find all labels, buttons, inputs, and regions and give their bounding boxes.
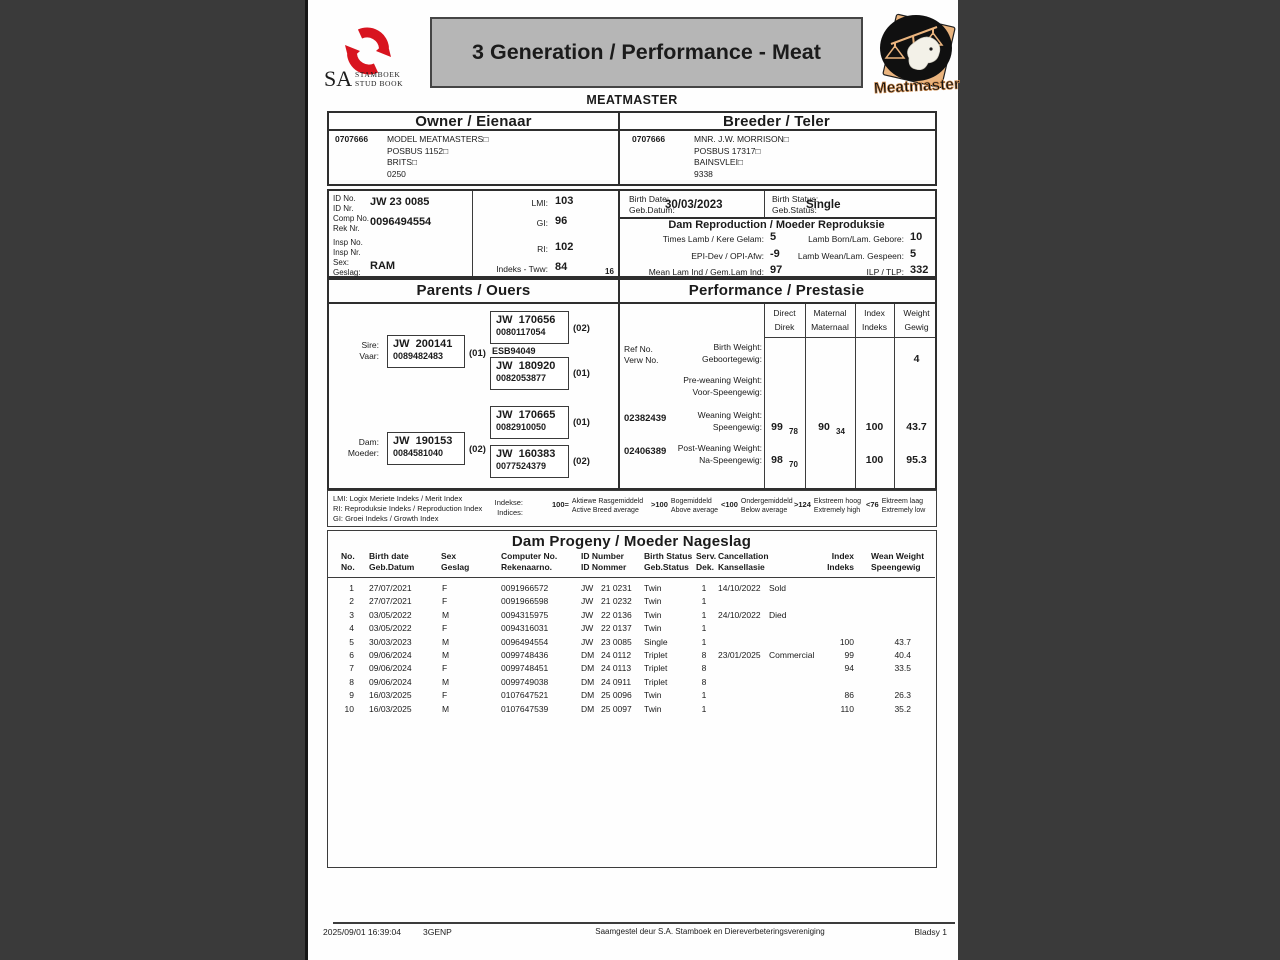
cell-cancel-date: 14/10/2022 <box>718 583 761 593</box>
animal-id: JW 160383 <box>496 448 556 460</box>
cell-id-breed: JW <box>581 609 594 620</box>
report-page <box>305 0 961 960</box>
sire-dam-mark: (01) <box>573 368 590 379</box>
cell-birth-date: 16/03/2025 <box>369 690 412 701</box>
cell-birth-status: Twin <box>644 583 662 593</box>
definition-line: LMI: Logix Meriete Indeks / Merit Index <box>333 494 463 503</box>
progeny-rows <box>328 582 938 716</box>
cell-index: 99 <box>844 649 854 660</box>
cell-birth-date: 30/03/2023 <box>369 636 412 647</box>
performance-row <box>329 410 939 444</box>
cell-sex: M <box>442 649 450 660</box>
address-line: POSBUS 1152□ <box>387 145 449 156</box>
cell-no: 9 <box>349 690 354 701</box>
cell-birth-status: Twin <box>644 609 662 620</box>
index-definitions <box>333 494 482 523</box>
identity-section <box>327 189 937 278</box>
scale-key: <76 <box>866 500 879 509</box>
page-title: 3 Generation / Performance - Meat <box>472 40 821 64</box>
address-line: MNR. J.W. MORRISON□ <box>694 134 789 144</box>
animal-id: JW 170656 <box>496 314 556 326</box>
cell-computer-no: 0107647521 <box>501 690 549 701</box>
repro-value: -9 <box>770 248 780 260</box>
sire-note: ESB94049 <box>492 346 536 356</box>
cell-wean-weight: 35.2 <box>894 703 911 714</box>
performance-row <box>329 342 939 376</box>
cell-no: 8 <box>349 676 354 687</box>
cell-serv: 8 <box>701 663 707 674</box>
repro-value: 10 <box>910 231 923 243</box>
dam-reproduction-item <box>329 264 935 279</box>
breeder-heading: Breeder / Teler <box>723 113 830 130</box>
cell-computer-no: 0094316031 <box>501 623 549 634</box>
animal-id: JW 170665 <box>496 409 556 421</box>
cell-id-breed: DM <box>581 690 595 701</box>
index-value: 100 <box>865 454 884 466</box>
col-header-no: No. No. <box>341 551 355 572</box>
maternal-accuracy: 34 <box>836 427 845 436</box>
repro-label: Lamb Wean/Lam. Gespeen: <box>797 251 904 261</box>
birth-date-value: 30/03/2023 <box>665 199 723 211</box>
scale-item <box>721 497 793 515</box>
field-label: Insp No. Insp Nr. <box>333 238 363 257</box>
animal-id: JW 190153 <box>393 435 453 447</box>
cell-computer-no: 0099748436 <box>501 649 549 660</box>
animal-id: JW 200141 <box>393 338 453 350</box>
measure-label: Pre-weaning Weight: Voor-Speengewig: <box>683 375 762 397</box>
col-header-birth: Birth date Geb.Datum <box>369 551 415 572</box>
progeny-row <box>328 609 938 622</box>
cell-index: 100 <box>839 636 854 647</box>
dam-reproduction-item <box>329 231 935 246</box>
progeny-section <box>327 530 937 868</box>
dam-reproduction-item <box>329 248 935 263</box>
col-header-cancel: Cancellation Kansellasie <box>718 551 769 572</box>
repro-label: Times Lamb / Kere Gelam: <box>662 234 764 244</box>
animal-comp-no: 0077524379 <box>496 461 547 471</box>
ref-number: 02406389 <box>624 446 667 457</box>
weight-value: 95.3 <box>906 454 927 466</box>
cell-id-breed: JW <box>581 583 594 593</box>
maternal-value: 90 <box>818 421 830 433</box>
sa-stamboek-logo <box>321 18 425 92</box>
repro-value: 332 <box>910 264 929 276</box>
cell-sex: F <box>442 690 448 701</box>
birth-date-label: Birth Date: Geb.Datum: <box>629 194 675 215</box>
performance-column-header: Index Indeks <box>861 308 888 332</box>
footer-divider <box>333 922 955 924</box>
col-header-index: Index Indeks <box>827 551 854 572</box>
cell-wean-weight: 26.3 <box>894 690 911 701</box>
cell-serv: 8 <box>701 676 707 687</box>
cell-sex: M <box>442 609 450 620</box>
cell-sex: F <box>442 583 448 593</box>
col-header-serv: Serv. Dek. <box>696 551 717 572</box>
performance-heading: Performance / Prestasie <box>688 282 865 299</box>
direct-value: 99 <box>771 421 783 433</box>
indices-label: Indekse: Indices: <box>494 498 523 517</box>
cell-sex: F <box>442 663 448 674</box>
cell-serv: 1 <box>701 583 707 593</box>
col-header-id: ID Number ID Nommer <box>581 551 627 572</box>
scale-item <box>651 497 718 515</box>
cell-sex: M <box>442 676 450 687</box>
field-label: ID No. ID Nr. <box>333 194 356 213</box>
progeny-row <box>328 636 938 649</box>
cell-birth-status: Triplet <box>644 663 668 674</box>
cell-no: 3 <box>349 609 354 620</box>
cell-id-number: 25 0096 <box>601 690 632 701</box>
cell-birth-date: 09/06/2024 <box>369 663 412 674</box>
cell-id-number: 24 0911 <box>601 676 632 687</box>
cell-serv: 1 <box>701 596 707 607</box>
owner-address <box>387 134 488 180</box>
animal-comp-no: 0089482483 <box>393 351 444 361</box>
breed-title: MEATMASTER <box>586 93 678 107</box>
cell-birth-date: 09/06/2024 <box>369 649 412 660</box>
cell-birth-date: 09/06/2024 <box>369 676 412 687</box>
scale-key: <100 <box>721 500 738 509</box>
cell-no: 7 <box>349 663 354 674</box>
cell-sex: M <box>442 703 450 714</box>
birth-status-value: Single <box>806 199 841 211</box>
cell-birth-date: 27/07/2021 <box>369 596 412 607</box>
address-line: BAINSVLEI□ <box>694 157 744 167</box>
cell-birth-status: Twin <box>644 596 662 607</box>
progeny-row <box>328 689 938 702</box>
title-banner <box>430 17 863 88</box>
cell-id-breed: DM <box>581 676 595 687</box>
cell-birth-status: Twin <box>644 703 662 714</box>
cell-cancel-date: 23/01/2025 <box>718 649 761 660</box>
scale-item <box>866 497 925 515</box>
direct-accuracy: 70 <box>789 460 798 469</box>
cell-no: 2 <box>349 596 354 607</box>
progeny-heading: Dam Progeny / Moeder Nageslag <box>511 533 752 550</box>
performance-column-header: Weight Gewig <box>903 308 930 332</box>
scale-key: >124 <box>794 500 811 509</box>
cell-wean-weight: 43.7 <box>894 636 911 647</box>
repro-value: 97 <box>770 264 783 276</box>
col-header-comp: Computer No. Rekenaarno. <box>501 551 558 572</box>
cell-no: 10 <box>344 703 354 714</box>
cell-id-number: 24 0112 <box>601 649 632 660</box>
scale-item <box>794 497 861 515</box>
sire-mark: (01) <box>469 348 486 359</box>
cell-computer-no: 0107647539 <box>501 703 549 714</box>
cell-serv: 1 <box>701 636 707 647</box>
cell-id-breed: DM <box>581 703 595 714</box>
cell-id-number: 22 0136 <box>601 609 632 620</box>
progeny-row <box>328 676 938 689</box>
animal-comp-no: 0082053877 <box>496 373 547 383</box>
dam-label: Dam: Moeder: <box>347 437 379 458</box>
cell-id-number: 23 0085 <box>601 636 632 647</box>
cell-id-breed: DM <box>581 649 595 660</box>
cell-wean-weight: 33.5 <box>894 663 911 674</box>
cell-cancel-reason: Died <box>769 609 787 620</box>
cell-no: 6 <box>349 649 354 660</box>
index-value: 96 <box>555 215 568 227</box>
index-value: 84 <box>555 261 568 273</box>
definition-line: RI: Reproduksie Indeks / Reproduction Index <box>333 503 483 513</box>
progeny-row <box>328 595 938 608</box>
cell-computer-no: 0099748451 <box>501 663 549 674</box>
cell-no: 1 <box>349 583 354 593</box>
cell-no: 4 <box>349 623 354 634</box>
animal-comp-no: 0084581040 <box>393 448 444 458</box>
cell-index: 110 <box>840 703 854 714</box>
address-line: 9338 <box>694 168 713 179</box>
sa-logo-line2: STUD BOOK <box>355 79 404 88</box>
measure-label: Weaning Weight: Speengewig: <box>697 410 762 432</box>
cell-birth-date: 03/05/2022 <box>369 623 412 634</box>
footer-report-code: 3GENP <box>423 927 452 937</box>
animal-comp-no: 0080117054 <box>496 327 546 337</box>
animal-comp-no: 0082910050 <box>496 422 547 432</box>
cell-id-number: 24 0113 <box>601 663 632 674</box>
field-label: Sex: Geslag: <box>333 258 361 277</box>
index-label: GI: <box>536 218 548 228</box>
cell-birth-date: 27/07/2021 <box>369 583 412 593</box>
repro-value: 5 <box>770 231 777 243</box>
cell-cancel-reason: Commercial <box>769 649 815 660</box>
page-left-edge <box>305 0 308 960</box>
cell-computer-no: 0091966572 <box>501 583 549 593</box>
direct-accuracy: 78 <box>789 427 798 436</box>
index-row <box>472 215 619 229</box>
footer-center-text: Saamgestel deur S.A. Stamboek en Diereverbeteringsvereniging <box>595 927 825 936</box>
performance-column-header: Maternal Maternaal <box>811 308 849 332</box>
address-line: POSBUS 17317□ <box>694 145 761 156</box>
ref-no-label: Ref No. Verw No. <box>624 344 659 365</box>
progeny-row <box>328 703 938 716</box>
cell-serv: 8 <box>701 649 707 660</box>
direct-value: 98 <box>771 454 783 466</box>
col-header-wean: Wean Weight Speengewig <box>871 551 925 572</box>
ref-number: 02382439 <box>624 413 667 424</box>
cell-id-number: 21 0231 <box>601 583 632 593</box>
cell-birth-status: Twin <box>644 690 662 701</box>
cell-index: 94 <box>844 663 854 674</box>
footer-datetime: 2025/09/01 16:39:04 <box>323 927 401 937</box>
scale-label: Ektreem laag Extremely low <box>881 498 926 514</box>
field-label: Comp No. Rek Nr. <box>333 214 370 233</box>
repro-label: Lamb Born/Lam. Gebore: <box>808 234 904 244</box>
cell-birth-date: 16/03/2025 <box>369 703 412 714</box>
cell-wean-weight: 40.4 <box>894 649 911 660</box>
cell-no: 5 <box>349 636 354 647</box>
address-line: MODEL MEATMASTERS□ <box>387 134 489 144</box>
cell-id-breed: DM <box>581 663 595 674</box>
scale-label: Ondergemiddeld Below average <box>740 498 793 514</box>
performance-row <box>329 443 939 477</box>
birth-status-label: Birth Status: Geb.Status: <box>772 194 819 215</box>
index-accuracy: 16 <box>605 267 614 276</box>
scale-label: Aktiewe Rasgemiddeld Active Breed average <box>571 498 644 514</box>
cell-sex: F <box>442 623 448 634</box>
progeny-row <box>328 662 938 675</box>
cell-birth-status: Single <box>644 636 668 647</box>
repro-label: ILP / TLP: <box>866 267 904 277</box>
scale-item <box>552 497 643 515</box>
repro-label: EPI-Dev / OPI-Afw: <box>691 251 764 261</box>
index-label: LMI: <box>531 198 548 208</box>
field-value: RAM <box>370 260 396 272</box>
index-label: Indeks - Tww: <box>496 264 548 274</box>
index-value: 103 <box>555 195 574 207</box>
cell-cancel-reason: Sold <box>769 583 787 593</box>
scale-key: >100 <box>651 500 668 509</box>
index-value: 100 <box>865 421 884 433</box>
scale-key: 100= <box>552 500 569 509</box>
col-header-status: Birth Status Geb.Status <box>644 551 693 572</box>
legend-section <box>327 490 937 527</box>
scale-label: Bogemiddeld Above average <box>670 498 718 514</box>
cell-id-number: 25 0097 <box>601 703 632 714</box>
animal-id: JW 180920 <box>496 360 556 372</box>
scale-label: Ekstreem hoog Extremely high <box>813 498 861 514</box>
index-row <box>472 195 619 209</box>
repro-label: Mean Lam Ind / Gem.Lam Ind: <box>648 267 764 277</box>
cell-id-breed: JW <box>581 623 594 634</box>
cell-birth-date: 03/05/2022 <box>369 609 412 620</box>
cell-serv: 1 <box>701 703 707 714</box>
cell-serv: 1 <box>701 690 707 701</box>
weight-value: 4 <box>913 353 920 365</box>
cell-sex: F <box>442 596 448 607</box>
meatmaster-logo-text: Meatmaster <box>873 75 961 98</box>
cell-index: 86 <box>844 690 854 701</box>
dam-sire-mark: (01) <box>573 417 590 428</box>
cell-id-breed: JW <box>581 636 594 647</box>
address-line: 0250 <box>387 168 406 179</box>
sire-sire-mark: (02) <box>573 323 590 334</box>
dam-dam-mark: (02) <box>573 456 590 467</box>
meatmaster-logo <box>873 8 961 98</box>
performance-row <box>329 375 939 409</box>
index-label: RI: <box>537 244 548 254</box>
cell-sex: M <box>442 636 450 647</box>
address-line: BRITS□ <box>387 157 418 167</box>
sire-label: Sire: Vaar: <box>359 340 379 361</box>
cell-id-breed: JW <box>581 596 594 607</box>
dam-mark: (02) <box>469 444 486 455</box>
progeny-row <box>328 582 938 595</box>
circular-arrows-icon <box>345 32 391 69</box>
cell-computer-no: 0094315975 <box>501 609 549 620</box>
field-value: 0096494554 <box>370 216 432 228</box>
dam-reproduction-heading: Dam Reproduction / Moeder Reproduksie <box>668 219 885 231</box>
sa-logo-line1: STAMBOEK <box>355 70 401 79</box>
progeny-row <box>328 622 938 635</box>
cell-id-number: 21 0232 <box>601 596 632 607</box>
sa-logo-text: SA <box>324 66 353 91</box>
cell-serv: 1 <box>701 623 707 634</box>
owner-id: 0707666 <box>335 134 369 144</box>
cell-computer-no: 0099749038 <box>501 676 549 687</box>
footer-page-number: Bladsy 1 <box>914 927 947 937</box>
owner-heading: Owner / Eienaar <box>415 113 532 130</box>
cell-birth-status: Twin <box>644 623 662 634</box>
index-value: 102 <box>555 241 574 253</box>
cell-birth-status: Triplet <box>644 676 668 687</box>
cell-serv: 1 <box>701 609 707 620</box>
measure-label: Birth Weight: Geboortegewig: <box>701 342 762 364</box>
performance-column-header: Direct Direk <box>773 308 796 332</box>
field-value: JW 23 0085 <box>370 196 430 208</box>
repro-value: 5 <box>910 248 917 260</box>
sire-sire-box <box>490 311 569 344</box>
definition-line: GI: Groei Indeks / Growth Index <box>333 513 439 523</box>
cell-id-number: 22 0137 <box>601 623 632 634</box>
parents-performance-section <box>327 278 937 490</box>
cell-birth-status: Triplet <box>644 649 668 660</box>
owner-breeder-section <box>327 111 937 186</box>
col-header-sex: Sex Geslag <box>441 551 470 572</box>
cell-cancel-date: 24/10/2022 <box>718 609 761 620</box>
breeder-id: 0707666 <box>632 134 666 144</box>
cell-computer-no: 0096494554 <box>501 636 549 647</box>
measure-label: Post-Weaning Weight: Na-Speengewig: <box>677 443 762 465</box>
cell-computer-no: 0091966598 <box>501 596 549 607</box>
parents-heading: Parents / Ouers <box>416 282 531 299</box>
breeder-address <box>694 134 789 180</box>
progeny-row <box>328 649 938 662</box>
weight-value: 43.7 <box>906 421 927 433</box>
